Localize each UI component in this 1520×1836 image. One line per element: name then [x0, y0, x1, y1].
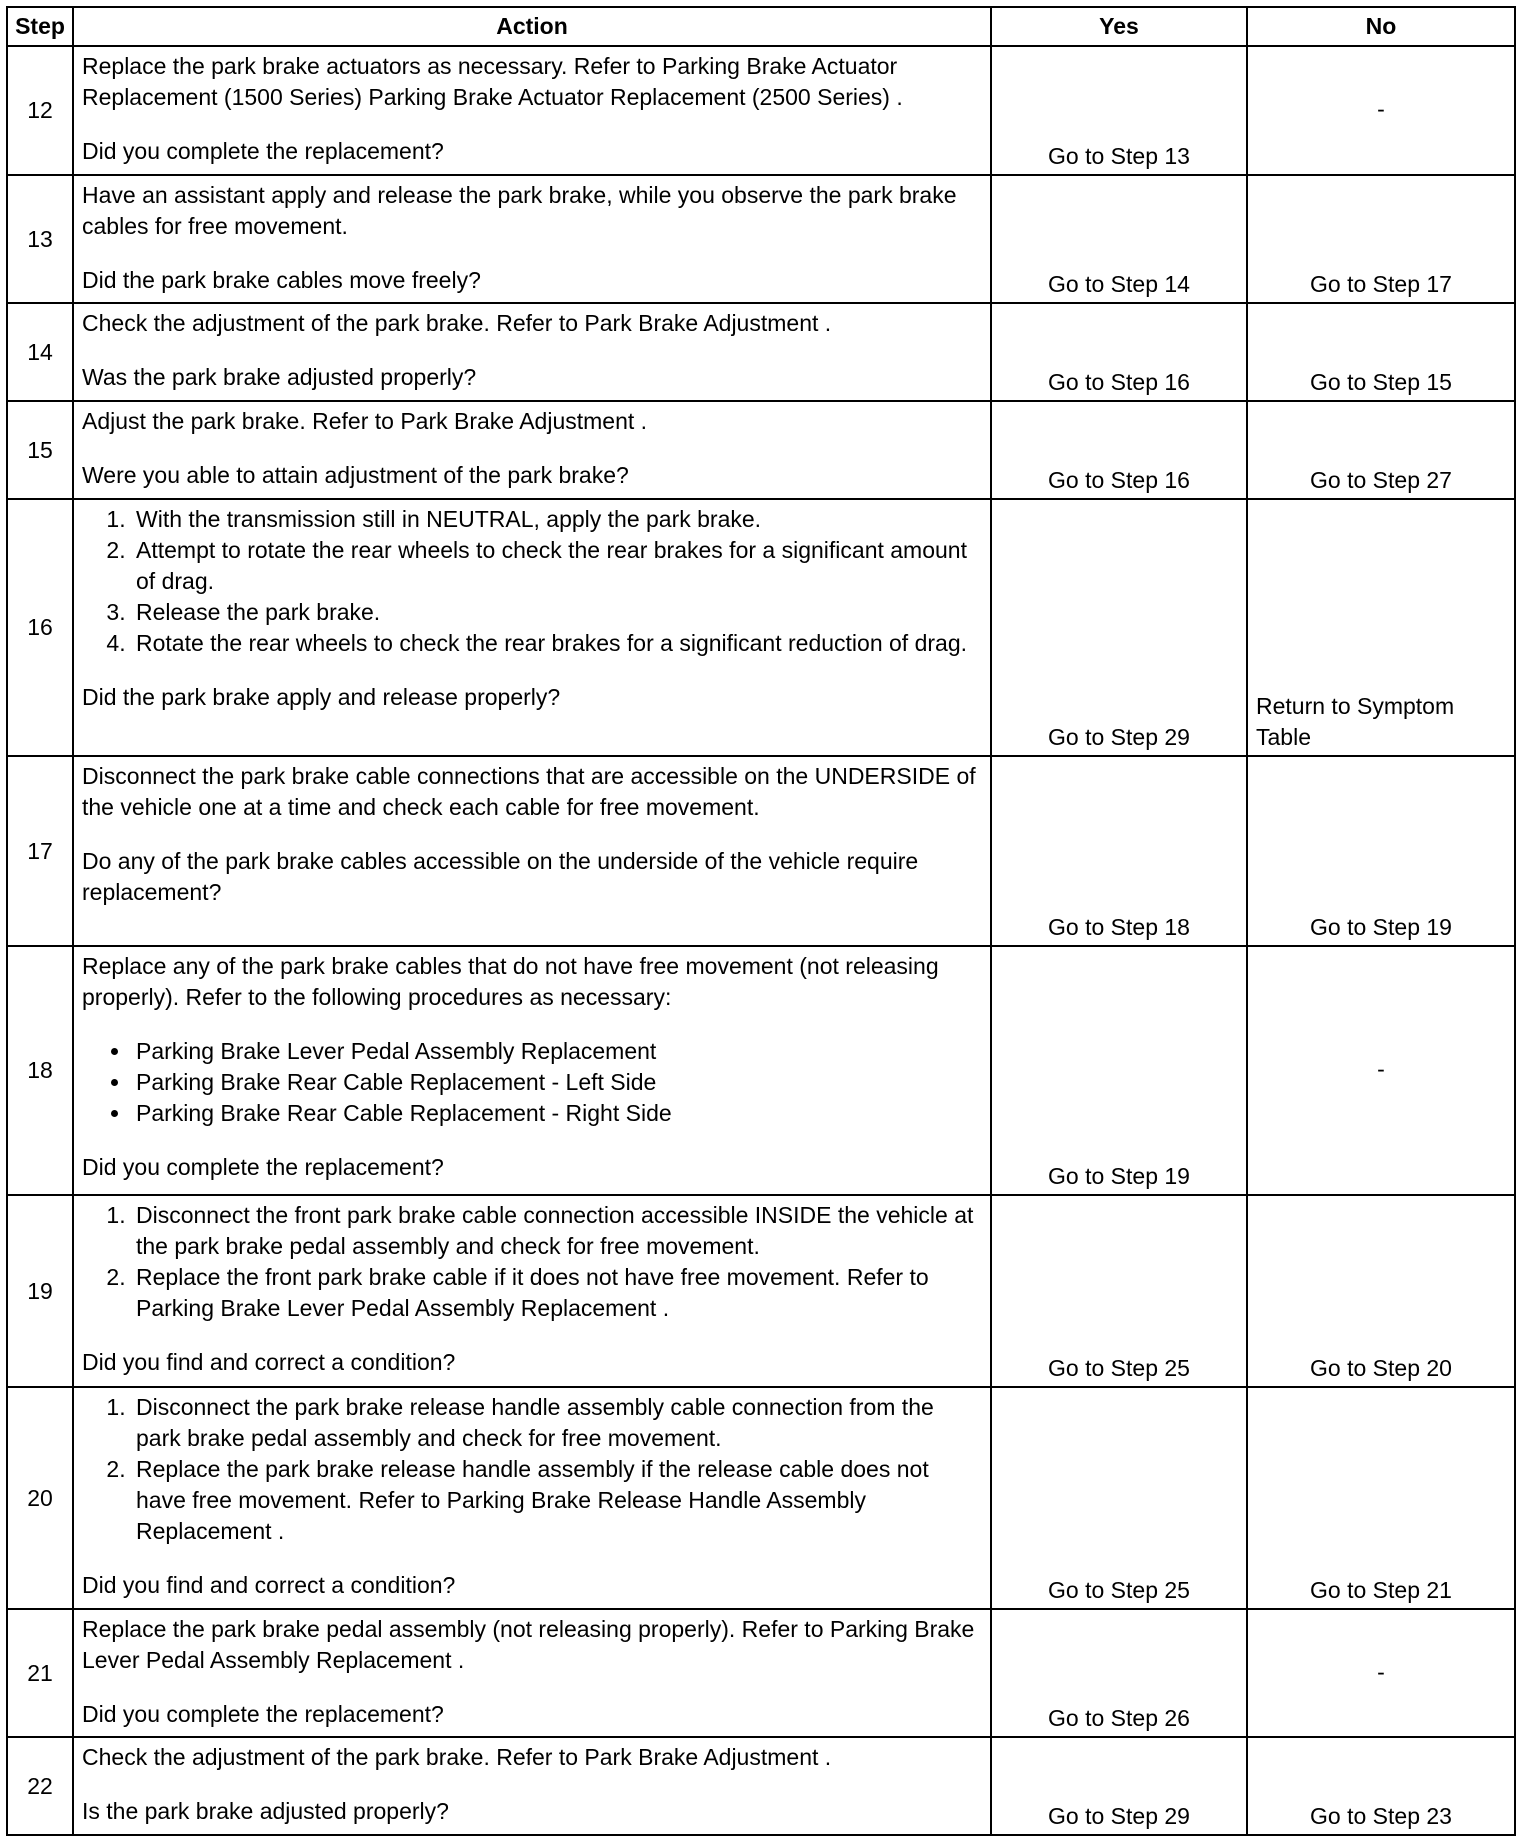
no-result: - [1247, 1609, 1515, 1737]
table-row [7, 303, 1515, 401]
table-row [7, 1737, 1515, 1835]
yes-result: Go to Step 25 [991, 1195, 1247, 1387]
action-cell [73, 1195, 991, 1387]
action-text: Replace the park brake actuators as necessary. Refer to Parking Brake Actuator Replacement (1500 Series) Parking Brake Actuator Replacement (2500 Series) . [82, 53, 903, 110]
action-question: Did you find and correct a condition? [82, 1349, 456, 1375]
action-cell [73, 1609, 991, 1737]
no-result: - [1247, 946, 1515, 1195]
table-row [7, 1609, 1515, 1737]
table-row [7, 499, 1515, 756]
table-row [7, 46, 1515, 175]
action-cell [73, 46, 991, 175]
no-result: Go to Step 20 [1247, 1195, 1515, 1387]
procedure-bullets [82, 1036, 982, 1129]
no-result: - [1247, 46, 1515, 175]
step-number: 18 [7, 946, 73, 1195]
table-row [7, 1387, 1515, 1609]
procedure-bullet: • Parking Brake Rear Cable Replacement - Right Side [132, 1098, 982, 1129]
yes-result: Go to Step 18 [991, 756, 1247, 946]
table-row [7, 401, 1515, 499]
action-question: Did you complete the replacement? [82, 1701, 444, 1727]
action-cell [73, 1737, 991, 1835]
step-number: 21 [7, 1609, 73, 1737]
yes-result: Go to Step 26 [991, 1609, 1247, 1737]
yes-result: Go to Step 13 [991, 46, 1247, 175]
no-result: Go to Step 27 [1247, 401, 1515, 499]
procedure-step: 2. Replace the front park brake cable if it does not have free movement. Refer to Parking Brake Lever Pedal Assembly Replacement . [132, 1262, 982, 1324]
table-row [7, 175, 1515, 303]
yes-result: Go to Step 16 [991, 303, 1247, 401]
step-number: 20 [7, 1387, 73, 1609]
action-question: Was the park brake adjusted properly? [82, 364, 477, 390]
yes-result: Go to Step 29 [991, 1737, 1247, 1835]
action-question: Did you complete the replacement? [82, 138, 444, 164]
action-cell [73, 756, 991, 946]
action-text: Adjust the park brake. Refer to Park Brake Adjustment . [82, 408, 648, 434]
action-cell [73, 499, 991, 756]
yes-result: Go to Step 19 [991, 946, 1247, 1195]
action-cell [73, 303, 991, 401]
action-question: Do any of the park brake cables accessible on the underside of the vehicle require replacement? [82, 848, 919, 905]
step-number: 15 [7, 401, 73, 499]
action-cell [73, 175, 991, 303]
procedure-step: 2. Replace the park brake release handle assembly if the release cable does not have free movement. Refer to Parking Brake Release Handle Assembly Replacement . [132, 1454, 982, 1547]
no-result: Return to Symptom Table [1247, 499, 1515, 756]
no-result: Go to Step 19 [1247, 756, 1515, 946]
procedure-bullet: • Parking Brake Lever Pedal Assembly Replacement [132, 1036, 982, 1067]
action-text: Disconnect the park brake cable connections that are accessible on the UNDERSIDE of the vehicle one at a time and check each cable for free movement. [82, 763, 976, 820]
procedure-list [82, 1392, 982, 1547]
action-question: Did you find and correct a condition? [82, 1572, 456, 1598]
action-question: Is the park brake adjusted properly? [82, 1798, 449, 1824]
header-action: Action [73, 7, 991, 46]
action-text: Replace any of the park brake cables that do not have free movement (not releasing properly). Refer to the following procedures as necessary: [82, 953, 939, 1010]
header-step: Step [7, 7, 73, 46]
yes-result: Go to Step 14 [991, 175, 1247, 303]
header-row [7, 7, 1515, 46]
action-text: Replace the park brake pedal assembly (not releasing properly). Refer to Parking Brake Lever Pedal Assembly Replacement . [82, 1616, 975, 1673]
action-question: Were you able to attain adjustment of the park brake? [82, 462, 629, 488]
action-text: Have an assistant apply and release the park brake, while you observe the park brake cables for free movement. [82, 182, 957, 239]
table-row [7, 1195, 1515, 1387]
step-number: 13 [7, 175, 73, 303]
no-result: Go to Step 15 [1247, 303, 1515, 401]
header-no: No [1247, 7, 1515, 46]
table-row [7, 946, 1515, 1195]
action-question: Did the park brake cables move freely? [82, 267, 481, 293]
action-text: Check the adjustment of the park brake. Refer to Park Brake Adjustment . [82, 1744, 832, 1770]
step-number: 12 [7, 46, 73, 175]
yes-result: Go to Step 29 [991, 499, 1247, 756]
procedure-bullet: • Parking Brake Rear Cable Replacement - Left Side [132, 1067, 982, 1098]
action-question: Did the park brake apply and release properly? [82, 684, 561, 710]
action-cell [73, 1387, 991, 1609]
procedure-step: 3. Release the park brake. [132, 597, 982, 628]
no-result: Go to Step 23 [1247, 1737, 1515, 1835]
procedure-list [82, 1200, 982, 1324]
procedure-list [82, 504, 982, 659]
action-question: Did you complete the replacement? [82, 1154, 444, 1180]
yes-result: Go to Step 25 [991, 1387, 1247, 1609]
step-number: 22 [7, 1737, 73, 1835]
step-number: 19 [7, 1195, 73, 1387]
yes-result: Go to Step 16 [991, 401, 1247, 499]
diagnostic-table [6, 6, 1516, 1836]
procedure-step: 4. Rotate the rear wheels to check the rear brakes for a significant reduction of drag. [132, 628, 982, 659]
no-result: Go to Step 17 [1247, 175, 1515, 303]
table-row [7, 756, 1515, 946]
procedure-step: 1. Disconnect the park brake release handle assembly cable connection from the park brake pedal assembly and check for free movement. [132, 1392, 982, 1454]
procedure-step: 1. With the transmission still in NEUTRAL, apply the park brake. [132, 504, 982, 535]
header-yes: Yes [991, 7, 1247, 46]
step-number: 14 [7, 303, 73, 401]
step-number: 17 [7, 756, 73, 946]
action-cell [73, 946, 991, 1195]
step-number: 16 [7, 499, 73, 756]
no-result: Go to Step 21 [1247, 1387, 1515, 1609]
action-cell [73, 401, 991, 499]
action-text: Check the adjustment of the park brake. Refer to Park Brake Adjustment . [82, 310, 832, 336]
procedure-step: 2. Attempt to rotate the rear wheels to check the rear brakes for a significant amount of drag. [132, 535, 982, 597]
procedure-step: 1. Disconnect the front park brake cable connection accessible INSIDE the vehicle at the park brake pedal assembly and check for free movement. [132, 1200, 982, 1262]
